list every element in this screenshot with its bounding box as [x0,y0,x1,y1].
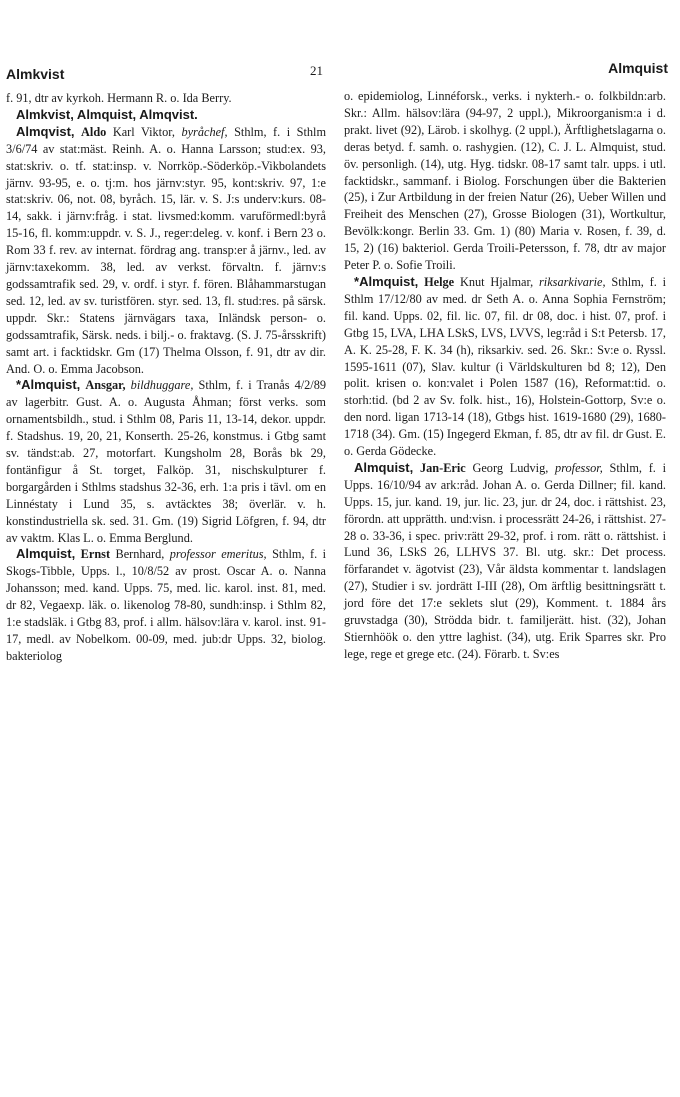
entry-occupation: riksarkivarie, [539,274,606,289]
entry-occupation: byråchef, [181,124,228,139]
page-number: 21 [310,63,323,78]
entry-body: Sthlm, f. i Skogs-Tibble, Upps. l., 10/8/52 av prost. Oscar A. o. Nanna Johansson; med. kand. Upps. 75, med. lic. karol. inst. 81, med. dr 82, Vegaexp. läk. o. likenolog 78-80, sundh:insp. i Sthlm 82, 1:e stadsläk. i Gtbg 83, prof. i allm. hälsov:lära v. karol. inst. 91-17, medl. av Nobelkom. 00-09, med. jub:dr Upps. 32, biolog. bakteriolog [6,547,326,663]
heading-text: Almkvist, Almquist, Almqvist. [16,106,198,122]
continuation-text: f. 91, dtr av kyrkoh. Hermann R. o. Ida Berry. [6,91,232,105]
entry-first-name: Ernst [80,547,111,562]
section-heading [6,107,326,124]
entry-other-names: Karl Viktor, [112,124,175,139]
entry-occupation: bildhuggare, [130,378,194,393]
entry-first-name: Jan-Eric [419,460,466,475]
entry-body: Sthlm, f. i Sthlm 3/6/74 av stat:mäst. Reinh. A. o. Hanna Larsson; stud:ex. 93, stat:skriv. o. tf. stat:insp. v. Norrköp.-Söderköp.-Vikbolandets järnv. 93-95, e. o. tj:m. hos järnv:styr. 95, kont:skriv. 97, 1:e stat:skriv. 06, not. 08, byråch. 15, lär. v. S. J:s underv:kurs. 08-14, sakk. i järnv:fråg. i stat. livsmed:komm. varuförmedl:byrå 15-16, fl. komm:uppdr. v. S. J., reger:deleg. v. konf. i Bern 23 o. Rom 33 f. rev. av internat. fördrag ang. transp:er å järnv., led. av järnv:taxekomm. 38, led. av verkst. förvaltn. f. järnv:s godssamtrafik sed. 29, v. ordf. i styr. f. fören. Blåhammarstugan sed. 12, led. av sv. turistfören. styr. sed. 13, fl. stud:res. på särsk. uppdr. Skr.: Statens järnvägars taxa, Inländsk person- o. godssamtrafik, Särsk. neds. i bilj.- o. fraktavg. (S. J. 75-årsskrift) samt art. i facktidskr. Gm (17) Thelma Olsson, f. 91, dtr av dir. And. O. o. Emma Jacobson. [6,124,327,376]
biography-entry [344,460,666,663]
entry-other-names: Bernhard, [115,547,165,562]
running-head-left: Almkvist [6,66,65,82]
entry-body: Sthlm, f. i Tranås 4/2/89 av lagerbitr. Gust. A. o. Augusta Åhman; först verks. som ornamentsbildh., stud. i Sthlm 08, Paris 11, 13-14, dekor. uppdr. f. Stadshus. 19, 20, 21, Konserth. 25-26, konstmus. i Gtbg samt sv. tändst:ab. 27, motorfart. Kungsholm 28, Borås bk 29, fontänfigur å St. torget, Falköp. 31, nischskulpturer f. borgargården i Sthlms stadshus 32-36, erh. 1:a pris i tävl. om en Linnéstaty i Lund 35, s. avtäcktes 38; överlär. v. h. konstindustriella sk. sed. 31. Gm. (19) Sigrid Löfgren, f. 94, dtr av vaktm. Klas L. o. Emma Berglund. [6,378,327,545]
entry-body: Sthlm, f. i Upps. 16/10/94 av ark:råd. Johan A. o. Gerda Dillner; fil. kand. Upps. 15, jur. kand. 19, jur. lic. 23, jur. dr 24, doc. i rättshist. 23, förordn. att upprätth. und:visn. i processrätt 24-26, i rättshist. 27-28 o. 33-36, i spec. priv:rätt 29-32, prof. i rom. rätt o. rättshist. i Lund 36, LSkS 26, LLHVS 37. Bl. utg. skr.: Det process. förfarandet v. ägotvist (23), Vår äldsta kommentar t. landslagen (27), Studier i sv. jordrätt I-III (28), Om ärftlig besittningsrätt t. jord före det 17:e seklets slut (29), Komment. t. 1884 års gruvstadga (30), Strödda bidr. t. familjerätt. hist. (32), Johan Stiernhöök o. den yttre laghist. (34), utg. Erik Sparres skr. Pro lege, rege et grege etc. (24). Förarb. t. Sv:es [344,460,667,661]
entry-occupation: professor, [555,460,603,475]
right-column [344,88,666,663]
entry-surname: Almquist, [354,459,414,475]
entry-first-name: Helge [424,274,455,289]
entry-marker: * [16,377,22,393]
left-column [6,90,326,665]
running-head-right: Almquist [608,60,668,76]
entry-first-name: Aldo [81,124,107,139]
entry-occupation: professor emeritus, [169,547,267,562]
entry-marker: * [354,273,360,289]
entry-surname: Almqvist, [16,123,75,139]
entry-other-names: Knut Hjalmar, [459,274,534,289]
entry-body: Sthlm, f. i Sthlm 17/12/80 av med. dr Seth A. o. Anna Sophia Fernström; fil. kand. Upps. 02, fil. lic. 07, fil. dr 08, doc. i hist. 07, prof. i Gtbg 15, LVA, LHA LSkS, LVS, LVVS, leg:råd i S:t Petersb. 17, A. K. 25-28, F. K. 34 (h), riksarkiv. sed. 26. Skr.: Sv:e o. Ryssl. 1595-1611 (07), Slav. kultur (i Världskulturen bd 8; 12), Den polit. krisen o. kon:valet i Polen 1587 (16), Reformat:tid. o. storh:tid. (bd 2 av Sv. folk. hist., 16), Holstein-Gottorp, Sv:e o. den nord. ligan 1713-14 (18), Gtbgs hist. 1619-1680 (29), 1680-1718 (34). Gm. (15) Ingegerd Ekman, f. 85, dtr av fil. dr Gust. E. o. Gerda Gödecke. [344,274,667,459]
biography-entry [6,377,326,546]
continuation-text: o. epidemiolog, Linnéforsk., verks. i nykterh.- o. folkbildn:arb. Skr.: Allm. hälsov:lära (94-97, 2 uppl.), Mikroorganism:a i d. prakt. livet (92), Lärob. i skolhyg. (2 uppl.), Ärftlighetslagarna o. deras betyd. f. samh. o. rashygien. (12), C. J. L. Almquist, stud. öv. personligh. (14), utg. Hyg. tidskr. 08-17 samt talr. upps. i utl. facktidskr., sammanf. i Biolog. Forschungen über die Bakterien (25), i Zur Artbildung in der freien Natur (26), Ueber Willen und Freiheit des Menschen (27), Grosse Biologen (31), Wortkultur, Bevölk:kongr. Berlin 33. Gm. 1) (80) Maria v. Rosen, f. 39, d. 15, 2) (16) bakteriol. Gerda Troili-Petersson, f. 78, dtr av major Peter P. o. Sofie Troili. [344,89,666,273]
biography-entry [344,274,666,460]
biography-entry [6,124,326,378]
entry-first-name: Ansgar, [85,378,126,393]
biography-entry [6,546,326,664]
entry-other-names: Georg Ludvig, [472,460,549,475]
entry-surname: Almquist, [359,273,419,289]
entry-surname: Almquist, [21,377,81,393]
page-header [6,60,668,82]
entry-surname: Almquist, [16,546,76,562]
